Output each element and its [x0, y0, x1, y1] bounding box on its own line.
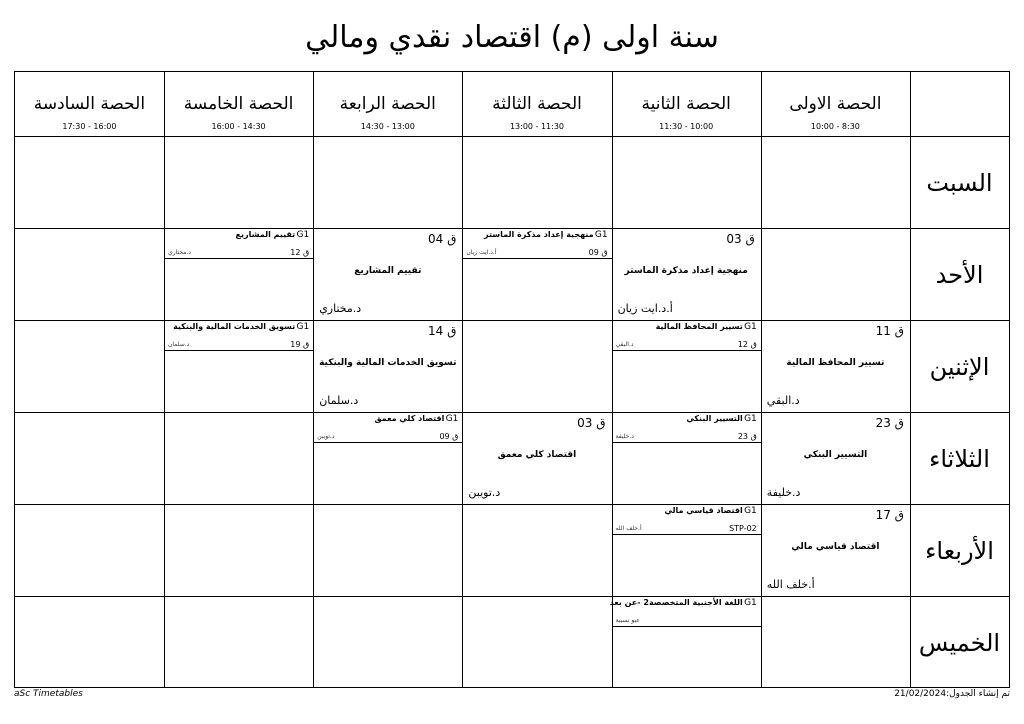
- lesson-card[interactable]: [761, 412, 910, 504]
- group-lesson-card[interactable]: [612, 412, 761, 443]
- group-lesson-room: ق 09: [439, 432, 459, 441]
- lesson-subject: اقتصاد كلي معمق: [497, 450, 577, 460]
- grid-column-line: [462, 72, 463, 687]
- group-lesson-teacher: د.تويبن: [317, 433, 335, 440]
- lesson-subject: اقتصاد قياسي مالي: [791, 542, 880, 552]
- period-header-time: 14:30 - 13:00: [360, 122, 415, 131]
- day-label: الثلاثاء: [929, 445, 990, 473]
- footer-software-name: aSc Timetables: [14, 689, 83, 699]
- period-header-time: 17:30 - 16:00: [62, 122, 117, 131]
- group-label: G1: [744, 598, 757, 608]
- period-header-time: 13:00 - 11:30: [509, 122, 565, 131]
- group-label: G1: [445, 414, 459, 424]
- group-lesson-room: ق 23: [737, 432, 757, 441]
- lesson-teacher: د.تويبن: [468, 486, 501, 499]
- group-label: G1: [744, 506, 757, 516]
- footer-created-date: تم إنشاء الجدول:21/02/2024: [894, 689, 1010, 699]
- group-lesson-card[interactable]: [164, 320, 313, 351]
- group-lesson-subject: اللغة الأجنبية المتخصصة2 -عن بعد: [609, 598, 743, 607]
- group-lesson-subject: تسويق الخدمات المالية والبنكية: [173, 322, 296, 331]
- group-lesson-teacher: أ.خلف الله: [615, 525, 642, 532]
- grid-row-line: [15, 136, 1009, 137]
- lesson-card[interactable]: [612, 228, 761, 320]
- lesson-card[interactable]: [761, 320, 910, 412]
- lesson-card[interactable]: [313, 320, 462, 412]
- group-label: G1: [744, 322, 757, 332]
- grid-row-line: [15, 596, 1009, 597]
- period-header-name: الحصة الاولى: [789, 94, 882, 114]
- period-header-name: الحصة الخامسة: [183, 94, 294, 114]
- lesson-room: ق 04: [427, 232, 457, 246]
- grid-column-line: [164, 72, 165, 687]
- lesson-teacher: د.سلمان: [319, 394, 359, 407]
- day-label: الأربعاء: [925, 537, 994, 565]
- day-label: السبت: [926, 169, 993, 197]
- group-lesson-card[interactable]: [609, 596, 761, 627]
- group-lesson-room: ق 09: [588, 248, 608, 257]
- period-header-name: الحصة الثانية: [641, 94, 731, 114]
- group-lesson-teacher: د.خليفة: [615, 433, 634, 440]
- lesson-card[interactable]: [313, 228, 462, 320]
- lesson-room: ق 03: [577, 416, 606, 430]
- lesson-room: ق 17: [875, 508, 904, 522]
- grid-column-line: [612, 72, 613, 687]
- period-header-name: الحصة الرابعة: [339, 94, 436, 114]
- lesson-teacher: د.مختاري: [319, 302, 362, 315]
- group-label: G1: [744, 414, 757, 424]
- lesson-subject: منهجية إعداد مذكرة الماستر: [624, 266, 748, 276]
- group-lesson-subject: التسيير البنكي: [686, 414, 743, 423]
- period-header-time: 10:00 - 8:30: [810, 122, 860, 131]
- lesson-room: ق 03: [726, 232, 755, 246]
- lesson-room: ق 14: [427, 324, 457, 338]
- timetable-grid: [14, 71, 1010, 688]
- period-header-time: 16:00 - 14:30: [211, 122, 266, 131]
- group-lesson-card[interactable]: [462, 228, 611, 259]
- group-lesson-teacher: د.سلمان: [168, 341, 190, 348]
- group-lesson-subject: منهجية إعداد مذكرة الماستر: [484, 230, 594, 239]
- lesson-room: ق 23: [875, 416, 904, 430]
- group-lesson-teacher: أ.د.ايت زيان: [466, 249, 497, 256]
- group-lesson-card[interactable]: [612, 504, 761, 535]
- group-label: G1: [296, 322, 310, 332]
- group-lesson-room: STP-02: [729, 524, 757, 533]
- lesson-card[interactable]: [462, 412, 611, 504]
- group-label: G1: [594, 230, 608, 240]
- lesson-subject: تسويق الخدمات المالية والبنكية: [319, 358, 457, 368]
- lesson-teacher: د.البقي: [766, 394, 800, 407]
- group-lesson-subject: اقتصاد قياسي مالي: [664, 506, 743, 515]
- lesson-teacher: أ.د.ايت زيان: [617, 302, 673, 315]
- group-lesson-card[interactable]: [164, 228, 313, 259]
- group-lesson-teacher: عبو نسيبة: [615, 617, 640, 624]
- group-lesson-teacher: د.البقي: [615, 341, 634, 348]
- lesson-subject: تسيير المحافظ المالية: [786, 358, 885, 368]
- group-lesson-room: ق 19: [290, 340, 310, 349]
- lesson-teacher: د.خليفة: [766, 486, 801, 499]
- day-label: الخميس: [918, 629, 1001, 657]
- lesson-subject: التسيير البنكي: [803, 450, 868, 460]
- period-header-time: 11:30 - 10:00: [659, 122, 714, 131]
- period-header-name: الحصة السادسة: [33, 94, 146, 114]
- group-lesson-room: ق 12: [737, 340, 757, 349]
- group-label: G1: [296, 230, 310, 240]
- group-lesson-room: ق 12: [290, 248, 310, 257]
- group-lesson-subject: اقتصاد كلي معمق: [374, 414, 445, 423]
- lesson-room: ق 11: [875, 324, 904, 338]
- lesson-teacher: أ.خلف الله: [766, 578, 815, 591]
- day-label: الأحد: [935, 261, 984, 289]
- lesson-subject: تقييم المشاريع: [354, 266, 422, 276]
- period-header-name: الحصة الثالثة: [492, 94, 582, 114]
- group-lesson-card[interactable]: [612, 320, 761, 351]
- lesson-card[interactable]: [761, 504, 910, 596]
- day-label: الإثنين: [929, 353, 990, 381]
- group-lesson-teacher: د.مختاري: [168, 249, 191, 256]
- group-lesson-subject: تسيير المحافظ المالية: [655, 322, 743, 331]
- page-title: سنة اولى (م) اقتصاد نقدي ومالي: [305, 20, 719, 55]
- group-lesson-subject: تقييم المشاريع: [235, 230, 296, 239]
- group-lesson-card[interactable]: [313, 412, 462, 443]
